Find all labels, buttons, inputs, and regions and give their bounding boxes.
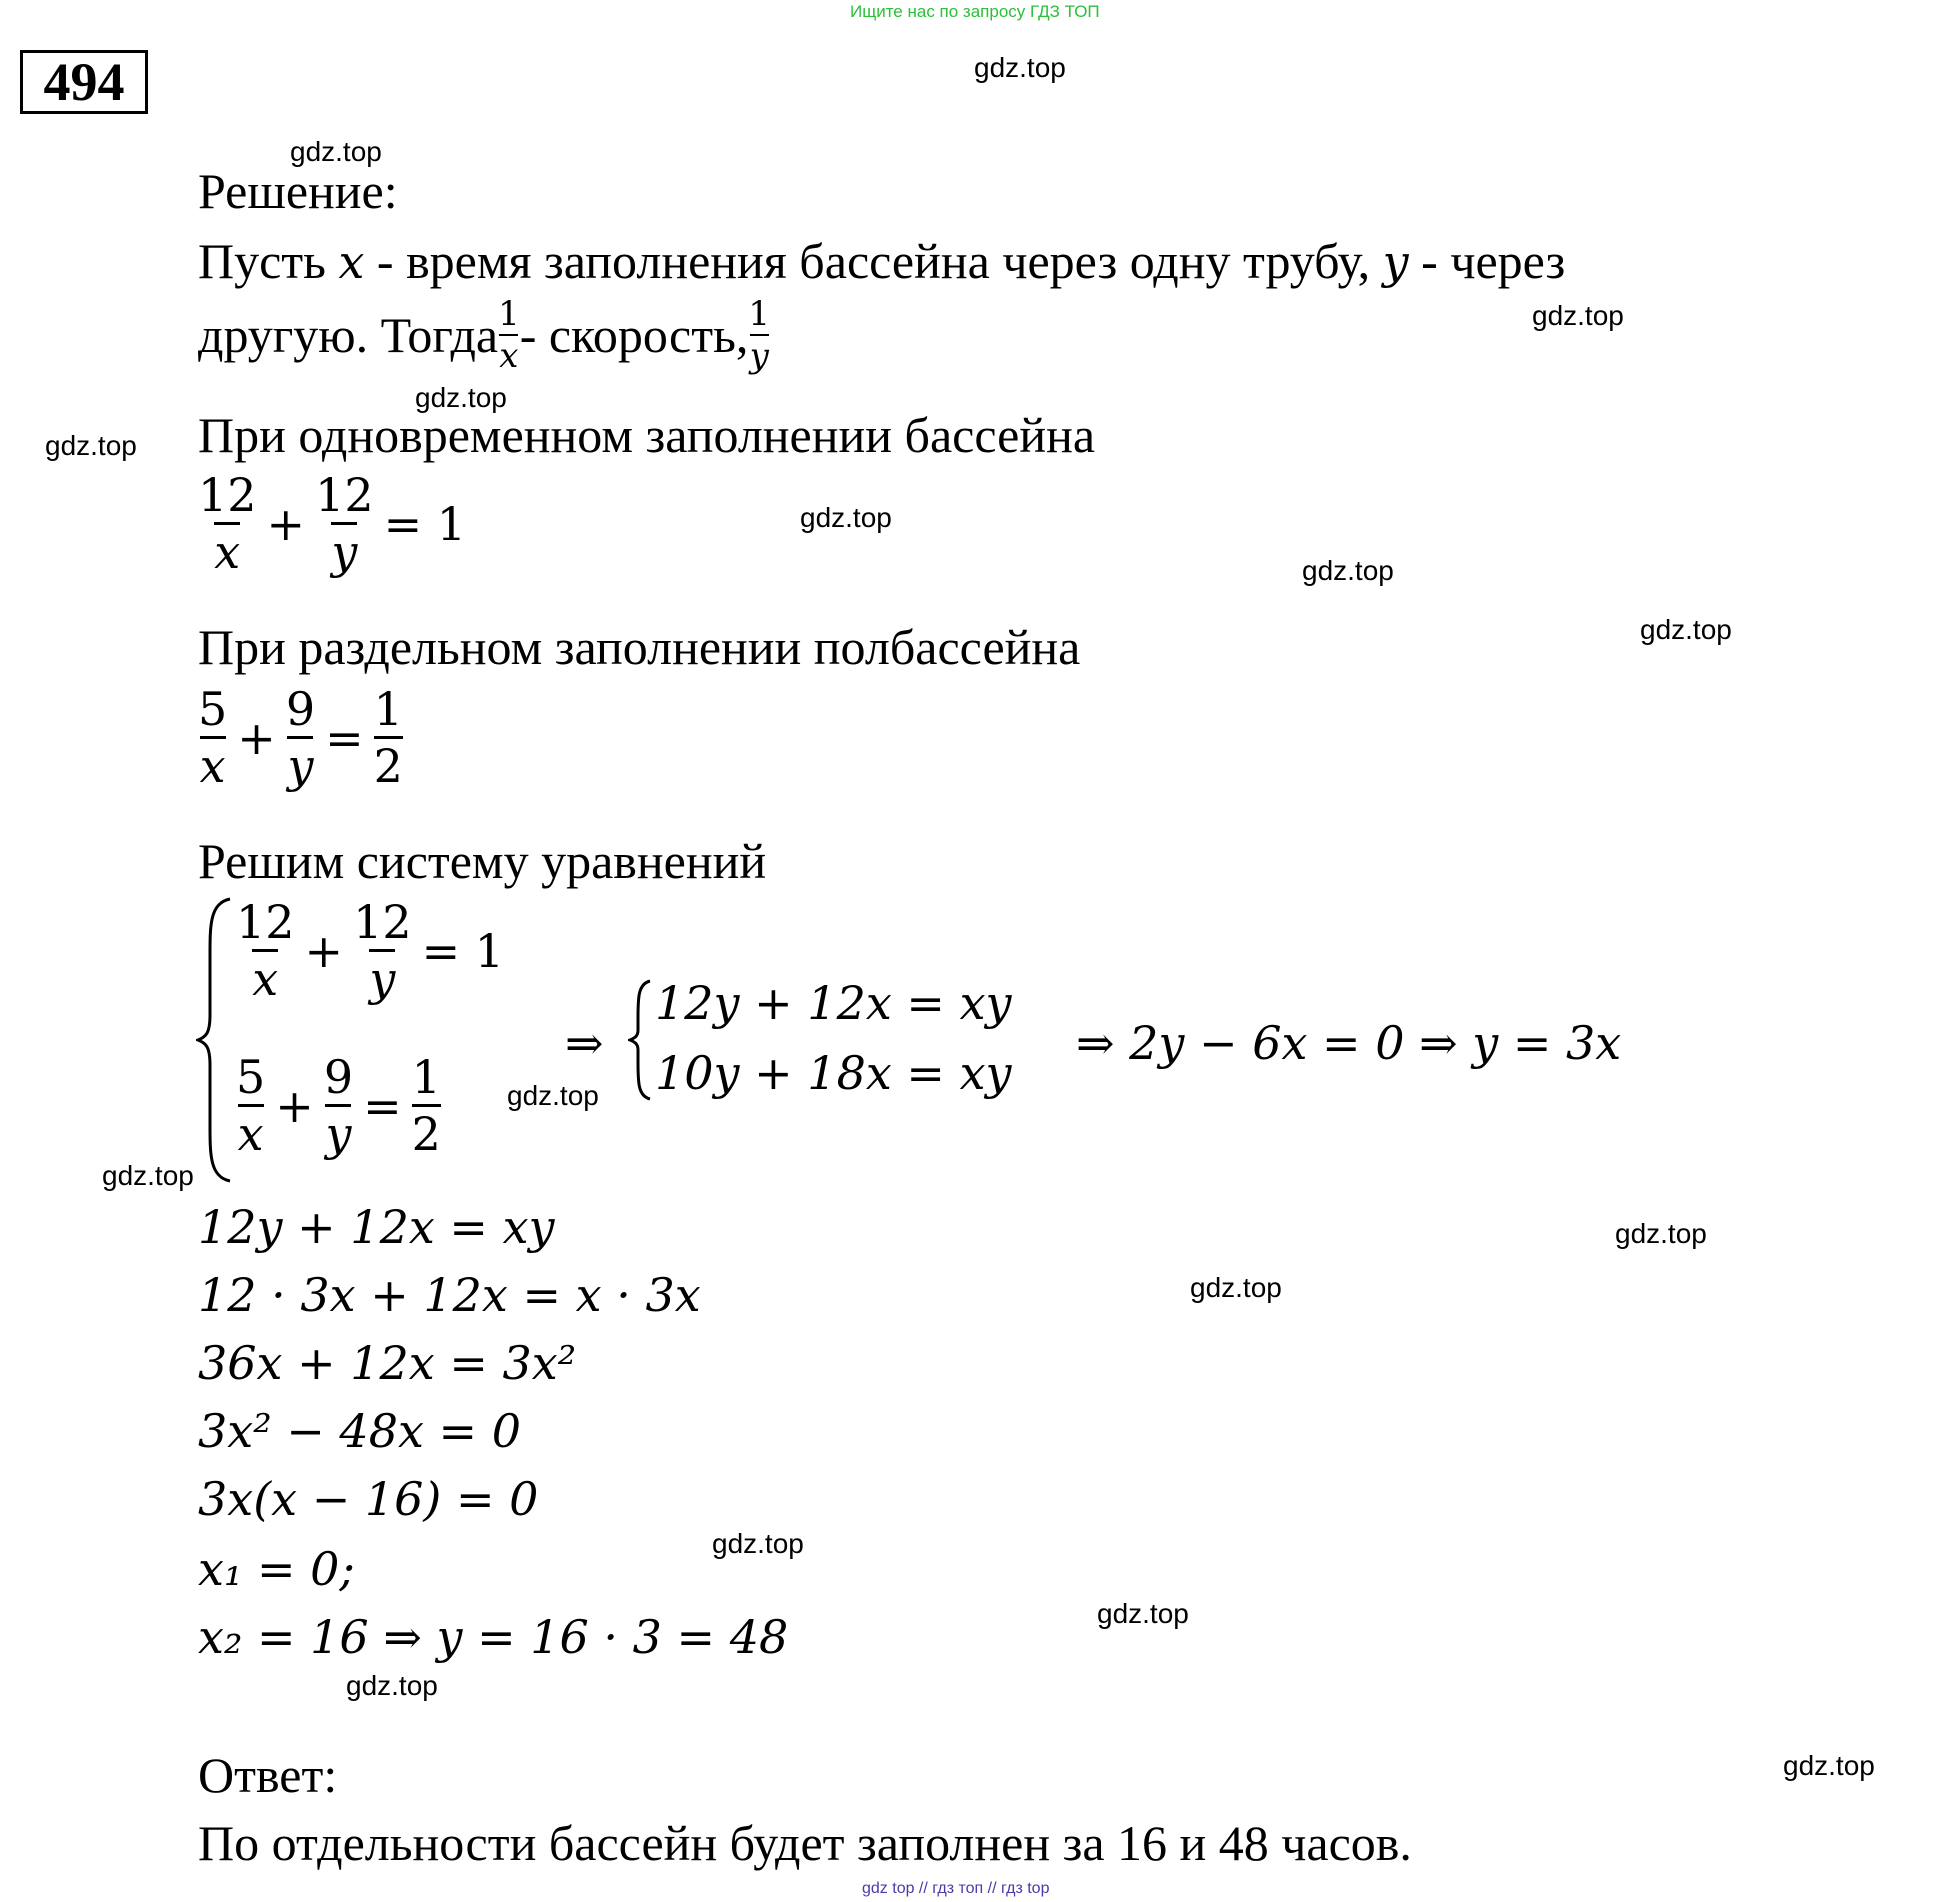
- denominator: [369, 949, 395, 1006]
- denominator: [331, 522, 357, 579]
- watermark: gdz.top: [1097, 1598, 1189, 1629]
- numerator: 1: [498, 294, 520, 334]
- top-banner: Ищите нас по запросу ГДЗ ТОП: [850, 2, 1100, 21]
- system-result: ⇒ 2y − 6x = 0 ⇒ y = 3x: [1076, 1016, 1622, 1070]
- watermark: gdz.top: [800, 502, 892, 533]
- fraction: [374, 682, 403, 794]
- watermark: gdz.top: [974, 52, 1066, 83]
- numerator: 12: [236, 895, 295, 949]
- var: x: [237, 1107, 264, 1162]
- intro-text: - время заполнения бассейна через одну трубу,: [364, 233, 1383, 289]
- equation-1: [198, 468, 476, 580]
- watermark: gdz.top: [507, 1080, 599, 1111]
- fraction-speed-x: [498, 294, 520, 376]
- system-eq-2: [236, 1050, 441, 1162]
- numerator: 1: [373, 682, 403, 736]
- numerator: 5: [198, 682, 228, 736]
- fraction: [315, 468, 374, 580]
- watermark: gdz.top: [1615, 1218, 1707, 1249]
- var: x: [199, 739, 226, 794]
- system-heading: Решим систему уравнений: [198, 833, 767, 889]
- step-2: 12 · 3x + 12x = x · 3x: [198, 1268, 701, 1322]
- solution-heading: Решение:: [198, 163, 398, 219]
- equals-sign: =: [325, 710, 364, 765]
- watermark: gdz.top: [102, 1160, 194, 1191]
- denominator: [287, 736, 313, 793]
- step-3: 36x + 12x = 3x²: [198, 1336, 577, 1390]
- fraction: [353, 895, 412, 1007]
- denominator: [325, 1104, 351, 1161]
- implies-arrow: ⇒: [565, 1016, 604, 1070]
- var: y: [287, 739, 314, 794]
- fraction: [236, 1050, 265, 1162]
- numerator: 5: [236, 1050, 266, 1104]
- numerator: 12: [198, 468, 257, 522]
- step-5: 3x(x − 16) = 0: [198, 1472, 539, 1526]
- answer-text: По отдельности бассейн будет заполнен за 16 и 48 часов.: [198, 1815, 1412, 1871]
- watermark: gdz.top: [45, 430, 137, 461]
- equation-rhs: = 1: [421, 923, 505, 978]
- equation-2: [198, 682, 403, 794]
- plus-sign: +: [266, 496, 306, 551]
- denominator: [214, 522, 240, 579]
- fraction: [198, 682, 227, 794]
- var: x: [214, 525, 241, 580]
- intro-line-2: [198, 294, 770, 376]
- intro-text: - через: [1408, 233, 1566, 289]
- footer-links: gdz top // гдз топ // гдз top: [862, 1880, 1050, 1897]
- fraction-speed-y: [748, 294, 770, 376]
- separate-heading: При раздельном заполнении полбассейна: [198, 619, 1081, 675]
- numerator: 12: [315, 468, 374, 522]
- answer-heading: Ответ:: [198, 1747, 338, 1803]
- denominator: 2: [374, 736, 403, 793]
- plus-sign: +: [237, 710, 276, 765]
- step-7: x₂ = 16 ⇒ y = 16 · 3 = 48: [198, 1610, 789, 1664]
- left-brace-icon: [196, 895, 236, 1185]
- intro-line-1: [198, 233, 1566, 289]
- var: y: [325, 1107, 352, 1162]
- intro-text: Пусть: [198, 233, 339, 289]
- denominator: [499, 334, 518, 376]
- denominator: [200, 736, 226, 793]
- numerator: 9: [323, 1050, 354, 1104]
- fraction: [286, 682, 315, 794]
- step-4: 3x² − 48x = 0: [198, 1404, 521, 1458]
- numerator: 9: [285, 682, 316, 736]
- watermark: gdz.top: [415, 382, 507, 413]
- watermark: gdz.top: [1532, 300, 1624, 331]
- numerator: 1: [748, 294, 771, 334]
- var: y: [331, 525, 358, 580]
- intro-text: - скорость,: [519, 307, 749, 364]
- denominator: [252, 949, 278, 1006]
- equals-sign: =: [363, 1078, 402, 1133]
- problem-number: 494: [20, 50, 148, 114]
- step-1: 12y + 12x = xy: [198, 1200, 555, 1254]
- watermark: gdz.top: [1640, 614, 1732, 645]
- fraction: [198, 468, 257, 580]
- fraction: [324, 1050, 353, 1162]
- denominator: [238, 1104, 264, 1161]
- linear-eq-2: 10y + 18x = xy: [655, 1046, 1012, 1100]
- watermark: gdz.top: [712, 1528, 804, 1559]
- var-y: y: [749, 336, 769, 377]
- watermark: gdz.top: [290, 136, 382, 167]
- watermark: gdz.top: [1190, 1272, 1282, 1303]
- var: x: [252, 952, 279, 1007]
- numerator: 12: [353, 895, 412, 949]
- system-eq-1: [236, 895, 514, 1007]
- plus-sign: +: [304, 923, 344, 978]
- linear-eq-1: 12y + 12x = xy: [655, 976, 1012, 1030]
- step-6: x₁ = 0;: [198, 1542, 355, 1596]
- watermark: gdz.top: [1302, 555, 1394, 586]
- watermark: gdz.top: [1783, 1750, 1875, 1781]
- plus-sign: +: [275, 1078, 314, 1133]
- var-y: y: [1382, 235, 1409, 289]
- var: y: [369, 952, 396, 1007]
- simultaneous-heading: При одновременном заполнении бассейна: [198, 407, 1096, 463]
- var-x: x: [338, 235, 365, 289]
- denominator: 2: [412, 1104, 441, 1161]
- var-x: x: [499, 336, 519, 377]
- watermark: gdz.top: [346, 1670, 438, 1701]
- fraction: [412, 1050, 441, 1162]
- fraction: [236, 895, 295, 1007]
- equation-rhs: = 1: [383, 496, 467, 551]
- denominator: [750, 334, 769, 376]
- numerator: 1: [411, 1050, 441, 1104]
- intro-text: другую. Тогда: [198, 307, 499, 364]
- left-brace-icon: [628, 978, 654, 1102]
